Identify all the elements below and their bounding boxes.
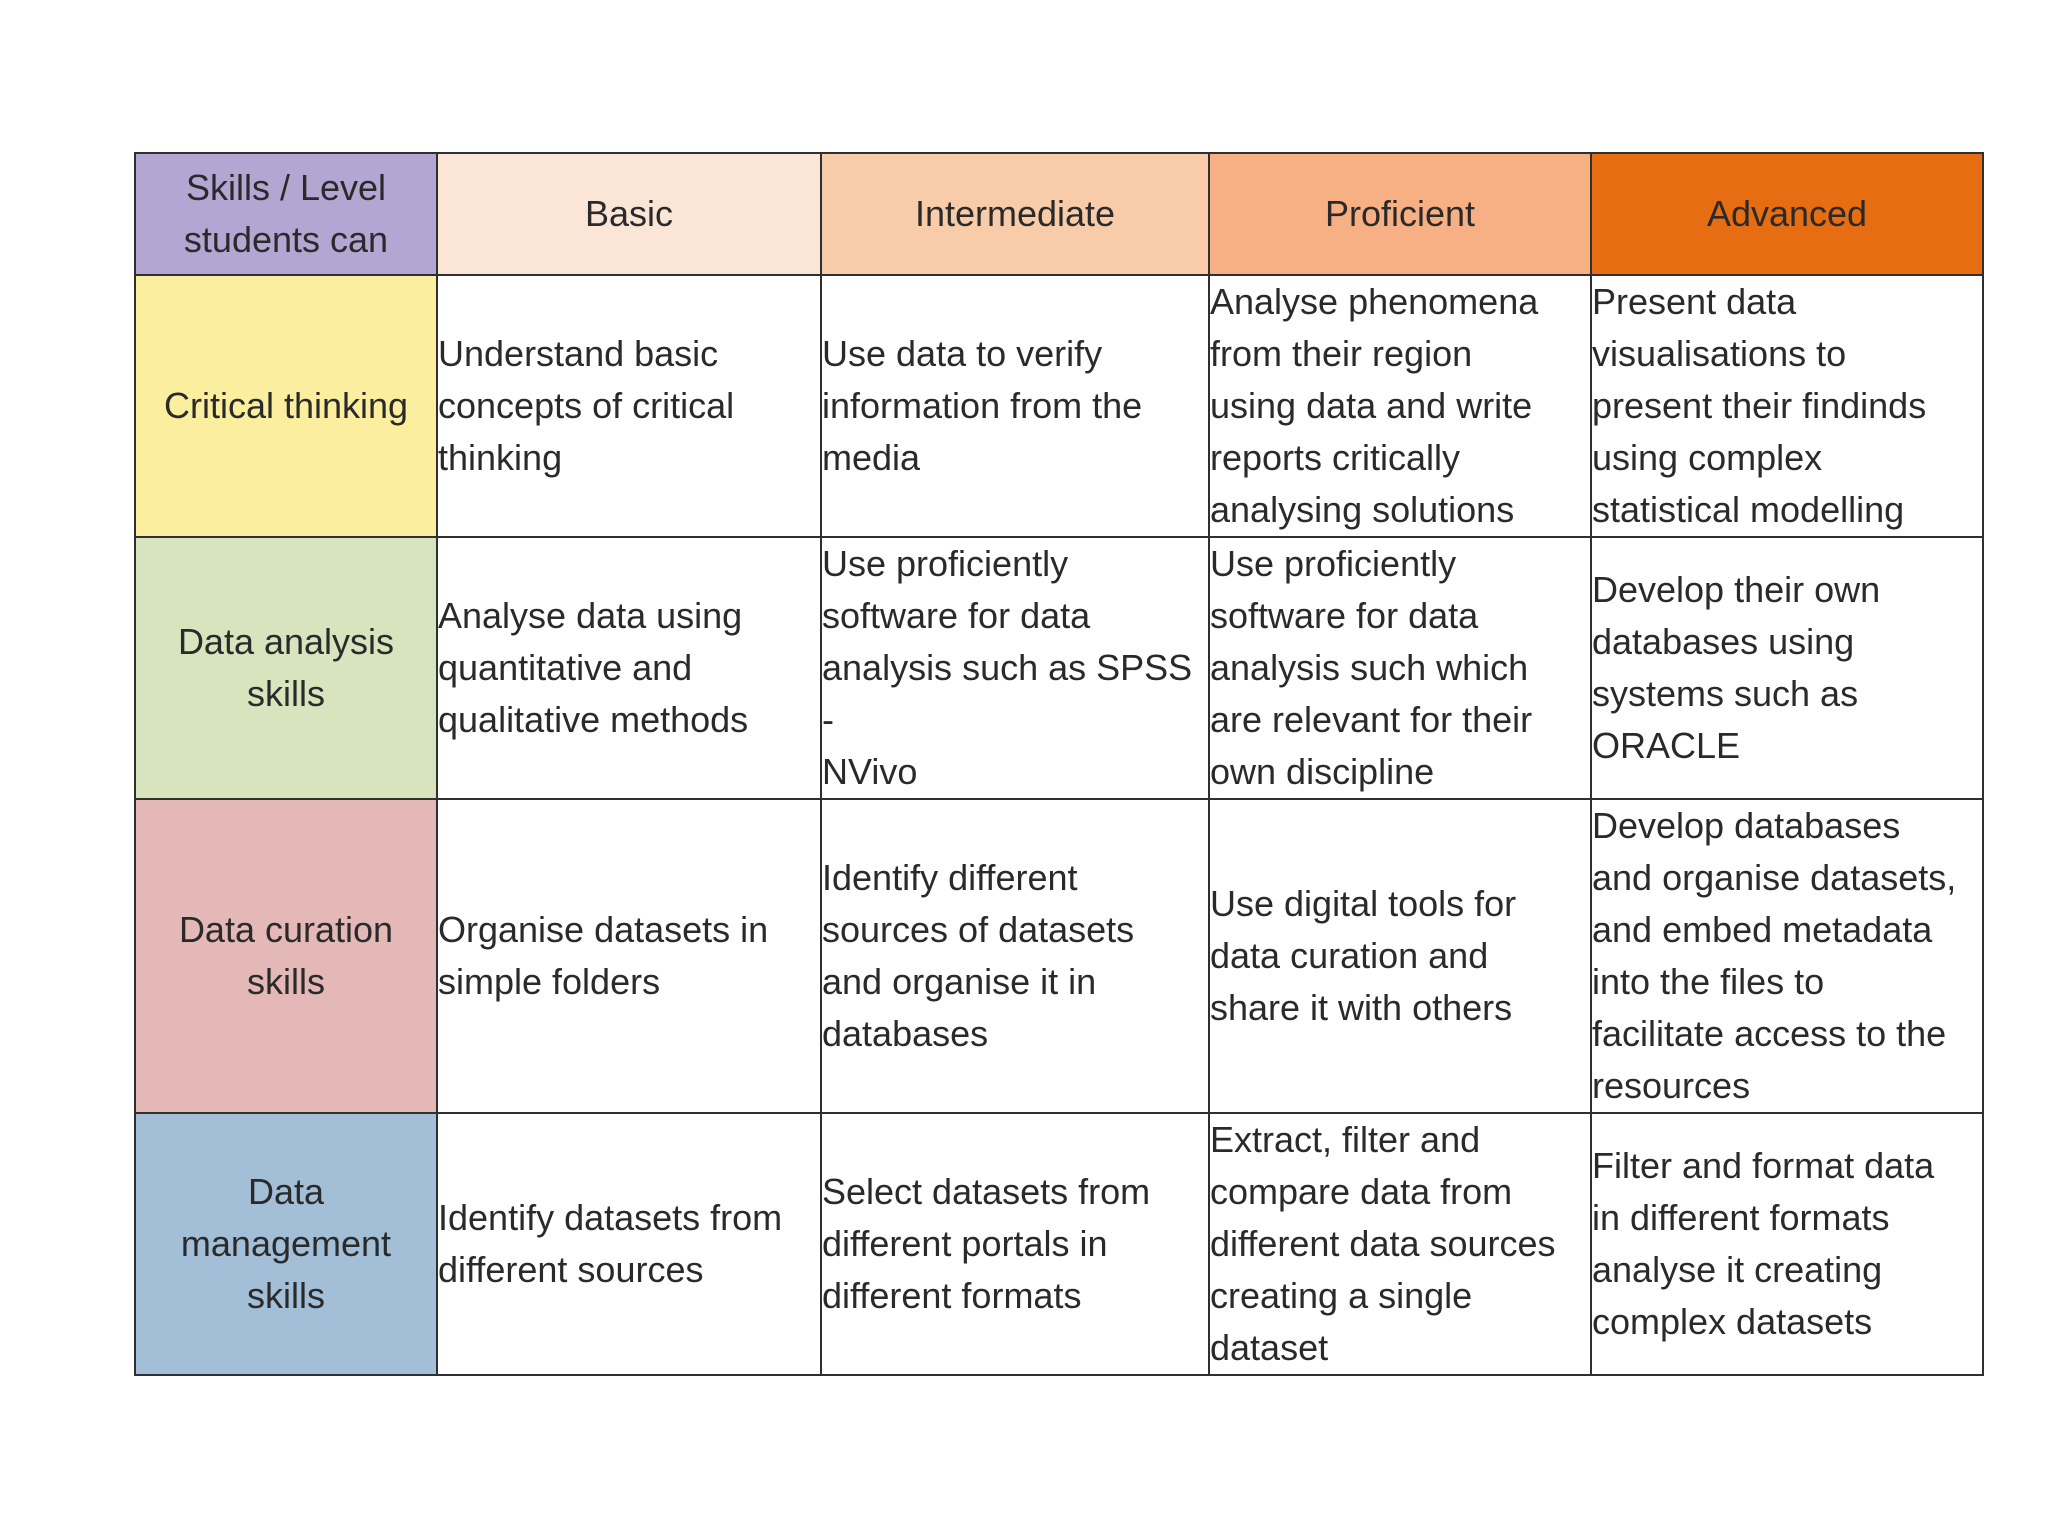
table-row bbox=[135, 275, 1983, 537]
table-cell: Analyse phenomena from their region using data and write reports critically analysing solutions bbox=[1209, 275, 1591, 537]
skill-label-critical-thinking: Critical thinking bbox=[135, 275, 437, 537]
skill-label-data-analysis: Data analysis skills bbox=[135, 537, 437, 799]
table-row bbox=[135, 799, 1983, 1113]
corner-header: Skills / Level students can bbox=[135, 153, 437, 275]
table-cell: Present data visualisations to present their findinds using complex statistical modelling bbox=[1591, 275, 1983, 537]
table-cell: Develop their own databases using systems such as ORACLE bbox=[1591, 537, 1983, 799]
table-cell: Use proficiently software for data analysis such as SPSS - NVivo bbox=[821, 537, 1209, 799]
table-cell: Select datasets from different portals in different formats bbox=[821, 1113, 1209, 1375]
header-row bbox=[135, 153, 1983, 275]
table-cell: Understand basic concepts of critical thinking bbox=[437, 275, 821, 537]
skill-label-data-management: Data management skills bbox=[135, 1113, 437, 1375]
level-header-proficient: Proficient bbox=[1209, 153, 1591, 275]
table-row bbox=[135, 537, 1983, 799]
level-header-basic: Basic bbox=[437, 153, 821, 275]
table-row bbox=[135, 1113, 1983, 1375]
level-header-advanced: Advanced bbox=[1591, 153, 1983, 275]
skills-rubric-table bbox=[134, 152, 1984, 1376]
table-cell: Identify datasets from different sources bbox=[437, 1113, 821, 1375]
level-header-intermediate: Intermediate bbox=[821, 153, 1209, 275]
table-cell: Develop databases and organise datasets, and embed metadata into the files to facilitate access to the resources bbox=[1591, 799, 1983, 1113]
table-cell: Analyse data using quantitative and qualitative methods bbox=[437, 537, 821, 799]
table-cell: Use digital tools for data curation and share it with others bbox=[1209, 799, 1591, 1113]
table-cell: Filter and format data in different formats analyse it creating complex datasets bbox=[1591, 1113, 1983, 1375]
table-cell: Organise datasets in simple folders bbox=[437, 799, 821, 1113]
skill-label-data-curation: Data curation skills bbox=[135, 799, 437, 1113]
table-cell: Use data to verify information from the media bbox=[821, 275, 1209, 537]
table-cell: Use proficiently software for data analysis such which are relevant for their own discipline bbox=[1209, 537, 1591, 799]
table-cell: Identify different sources of datasets and organise it in databases bbox=[821, 799, 1209, 1113]
table-cell: Extract, filter and compare data from different data sources creating a single dataset bbox=[1209, 1113, 1591, 1375]
